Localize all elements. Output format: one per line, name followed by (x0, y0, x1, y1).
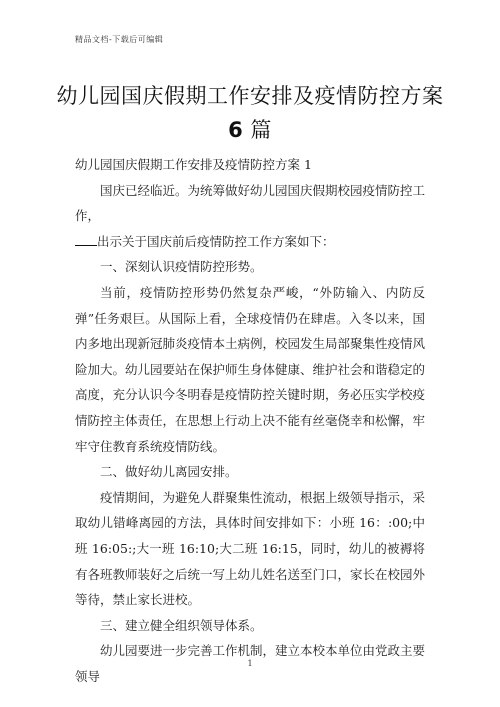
blank-underline (75, 234, 97, 246)
section-heading-3: 三、建立健全组织领导体系。 (100, 617, 263, 633)
document-title (50, 79, 450, 147)
paragraph-organization: 幼儿园要进一步完善工作机制，建立本校本单位由党政主要领导 (75, 643, 426, 684)
title-line-2 (50, 113, 450, 147)
section-heading-1: 一、深刻认识疫情防控形势。 (100, 259, 263, 275)
title-line-1: 幼儿园国庆假期工作安排及疫情防控方案 (56, 84, 444, 108)
header-note: 精品文档-下载后可编辑 (75, 35, 164, 44)
title-number: 6 (228, 118, 244, 142)
section-heading-2: 二、做好幼儿离园安排。 (100, 464, 238, 480)
paragraph-intro-continued (75, 229, 425, 255)
section-heading: 幼儿园国庆假期工作安排及疫情防控方案 1 (75, 157, 312, 172)
page-number: 1 (247, 659, 253, 668)
title-suffix: 篇 (250, 118, 272, 142)
paragraph-situation: 当前，疫情防控形势仍然复杂严峻，“外防输入、内防反弹”任务艰巨。从国际上看，全球疫情仍在肆虐。入冬以来，国内多地出现新冠肺炎疫情本土病例，校园发生局部聚集性疫情风险加大。幼儿园要站在保护师生身体健康、维护社会和谐稳定的高度，充分认识今冬明春是疫情防控关键时期，务必压实学校疫情防控主体责任，在思想上行动上决不能有丝毫侥幸和松懈，牢牢守住教育系统疫情防线。 (75, 284, 426, 454)
paragraph-intro-continued-text: 出示关于国庆前后疫情防控工作方案如下： (97, 233, 335, 249)
document-body (75, 152, 425, 689)
paragraph-departure: 疫情期间，为避免人群聚集性流动，根据上级领导指示，采取幼儿错峰离园的方法，具体时间安排如下：小班 16：:00;中班 16:05:;大一班 16:10;大二班 16:15，同时，幼儿的被褥将有各班教师装好之后统一写上幼儿姓名送至门口，家长在校园外等待，禁止家长进校。 (75, 489, 426, 608)
paragraph-intro: 国庆已经临近。为统筹做好幼儿园国庆假期校园疫情防控工作， (75, 182, 426, 224)
